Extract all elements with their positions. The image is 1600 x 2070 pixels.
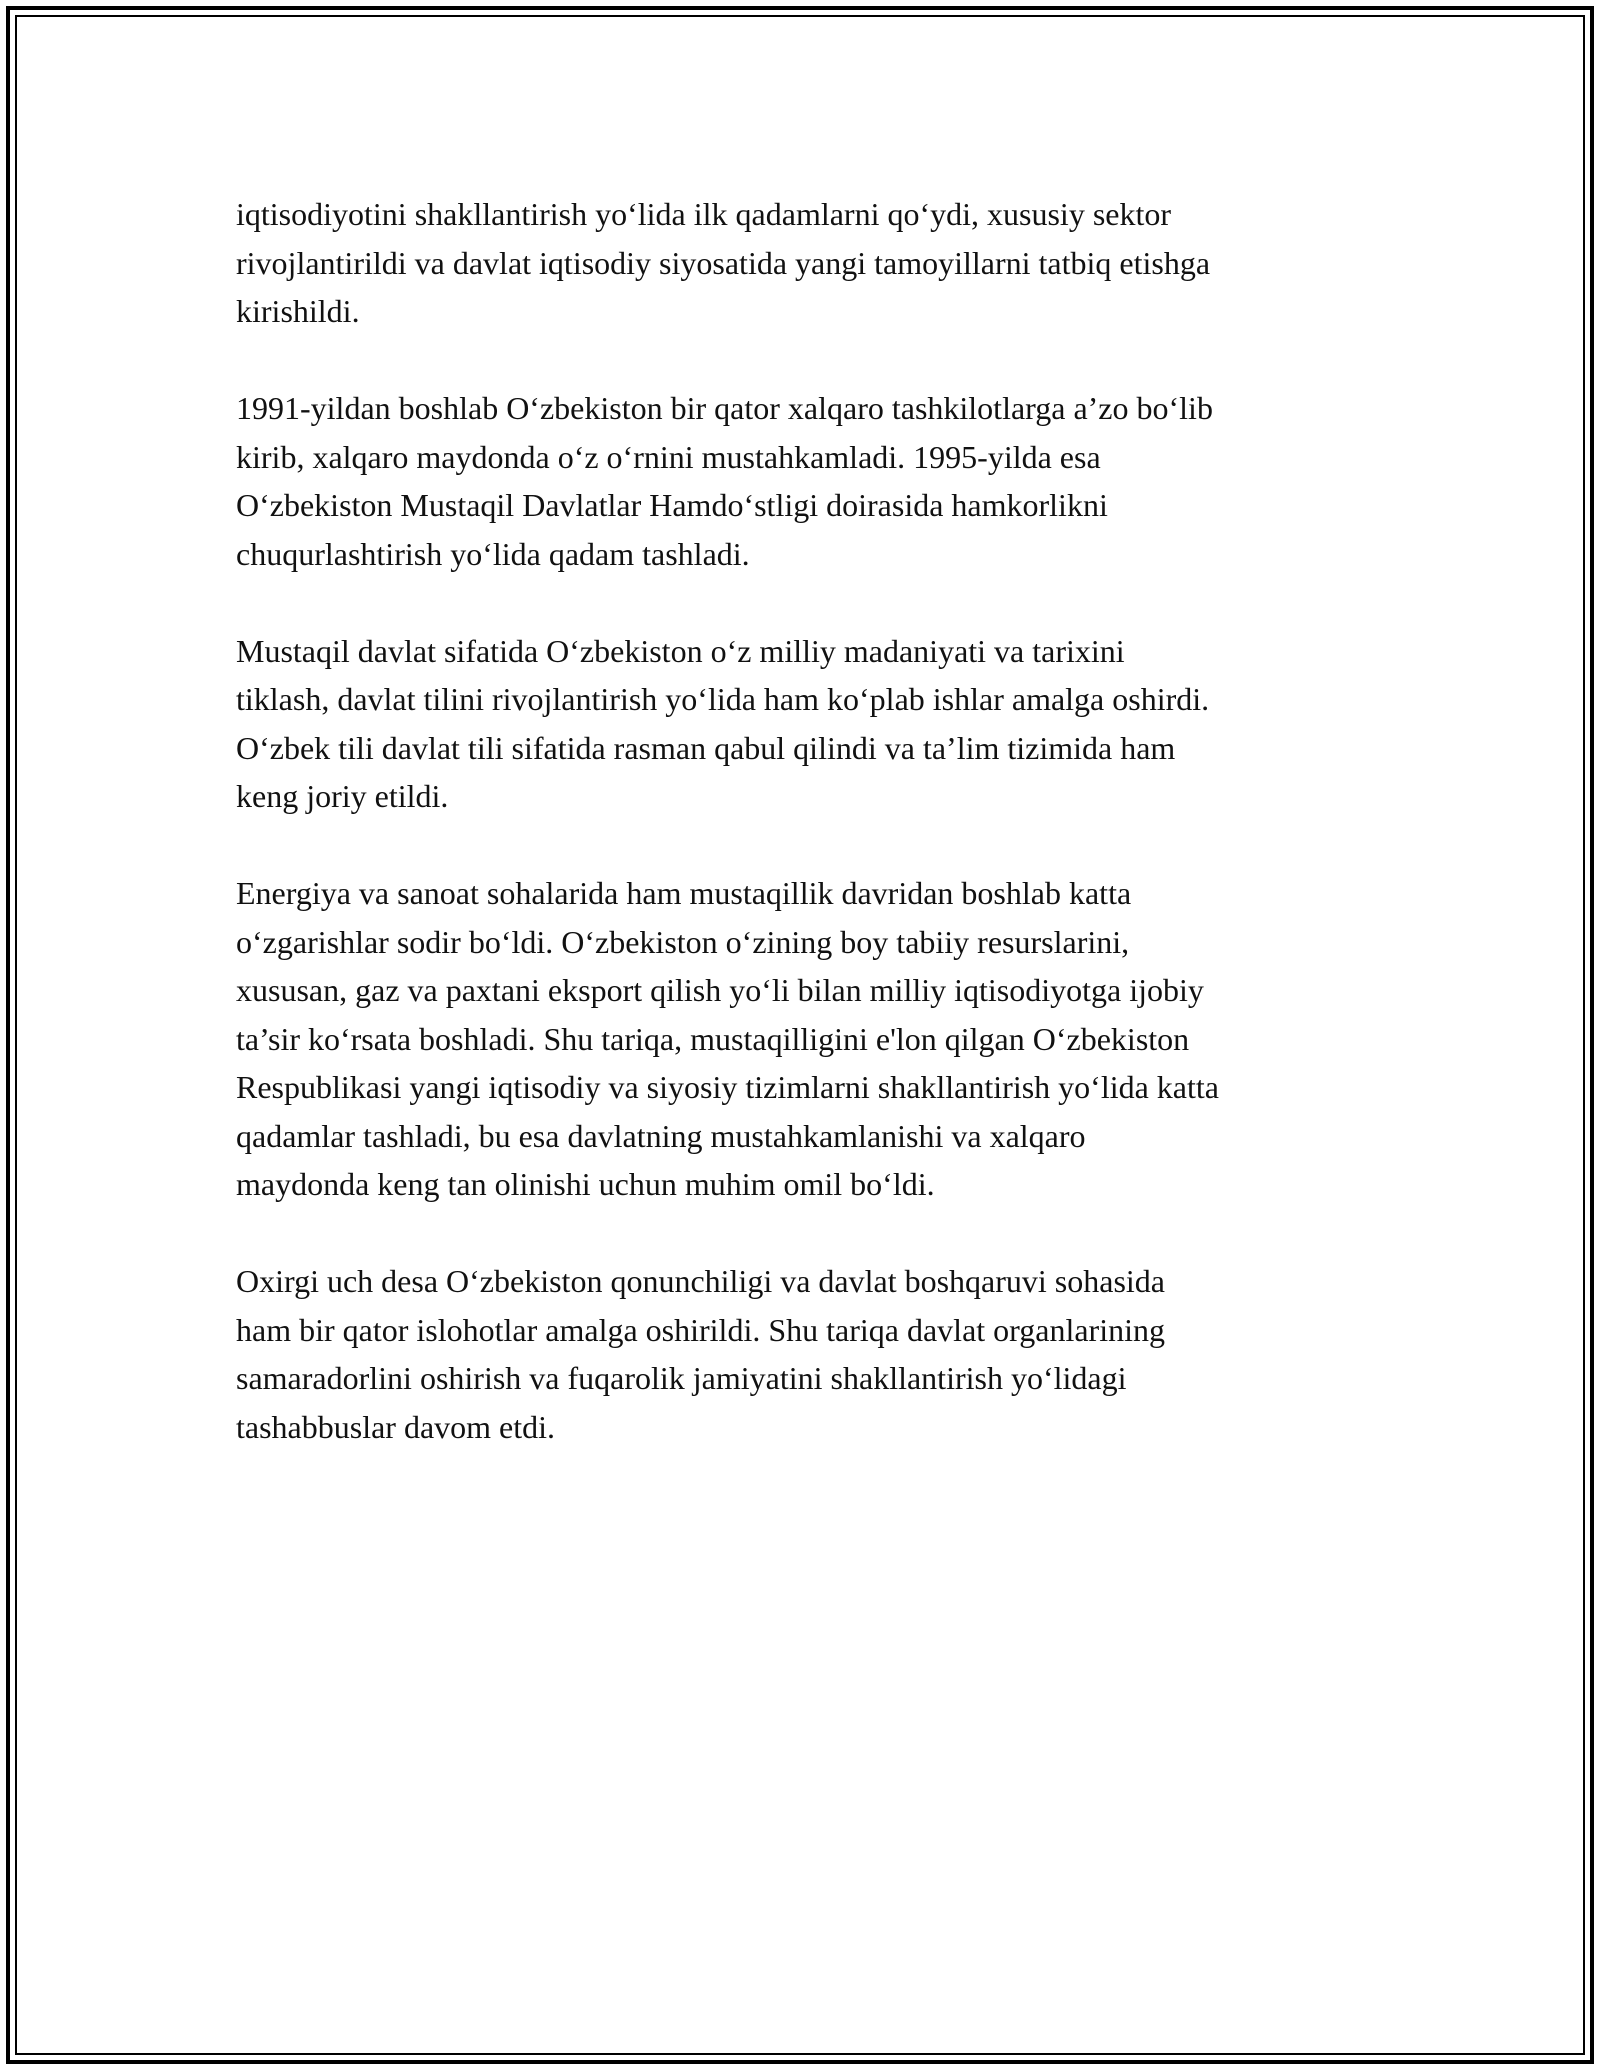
paragraph-3: Mustaqil davlat sifatida O‘zbekiston o‘z milliy madaniyati va tarixini tiklash, davlat tilini rivojlantirish yo‘lida ham ko‘plab ishlar amalga oshirdi. O‘zbek tili davlat tili sifatida rasman qabul qilindi va ta’lim tizimida ham keng joriy etildi. (236, 632, 1210, 814)
paragraph-1: iqtisodiyotini shakllantirish yo‘lida ilk qadamlarni qo‘ydi, xususiy sektor rivojlantirildi va davlat iqtisodiy siyosatida yangi tamoyillarni tatbiq etishga kirishildi. (236, 196, 1211, 329)
paragraph-5: Oxirgi uch desa O‘zbekiston qonunchiligi va davlat boshqaruvi sohasida ham bir qator islohotlar amalga oshirildi. Shu tariqa davlat organlarining samaradorlini oshirish va fuqarolik jamiyatini shakllantirish yo‘lidagi tashabbuslar davom etdi. (236, 1263, 1165, 1445)
paragraph-4: Energiya va sanoat sohalarida ham mustaqillik davridan boshlab katta o‘zgarishlar sodir bo‘ldi. O‘zbekiston o‘zining boy tabiiy resurslarini, xususan, gaz va paxtani eksport qilish yo‘li bilan milliy iqtisodiyotga ijobiy ta’sir ko‘rsata boshladi. Shu tariqa, mustaqilligini e'lon qilgan O‘zbekiston Respublikasi yangi iqtisodiy va siyosiy tizimlarni shakllantirish yo‘lida katta qadamlar tashladi, bu esa davlatning mustahkamlanishi va xalqaro maydonda keng tan olinishi uchun muhim omil bo‘ldi. (236, 875, 1219, 1202)
document-body (236, 190, 1386, 1500)
paragraph-2: 1991-yildan boshlab O‘zbekiston bir qator xalqaro tashkilotlarga a’zo bo‘lib kirib, xalqaro maydonda o‘z o‘rnini mustahkamladi. 1995-yilda esa O‘zbekiston Mustaqil Davlatlar Hamdo‘stligi doirasida hamkorlikni chuqurlashtirish yo‘lida qadam tashladi. (236, 390, 1213, 572)
